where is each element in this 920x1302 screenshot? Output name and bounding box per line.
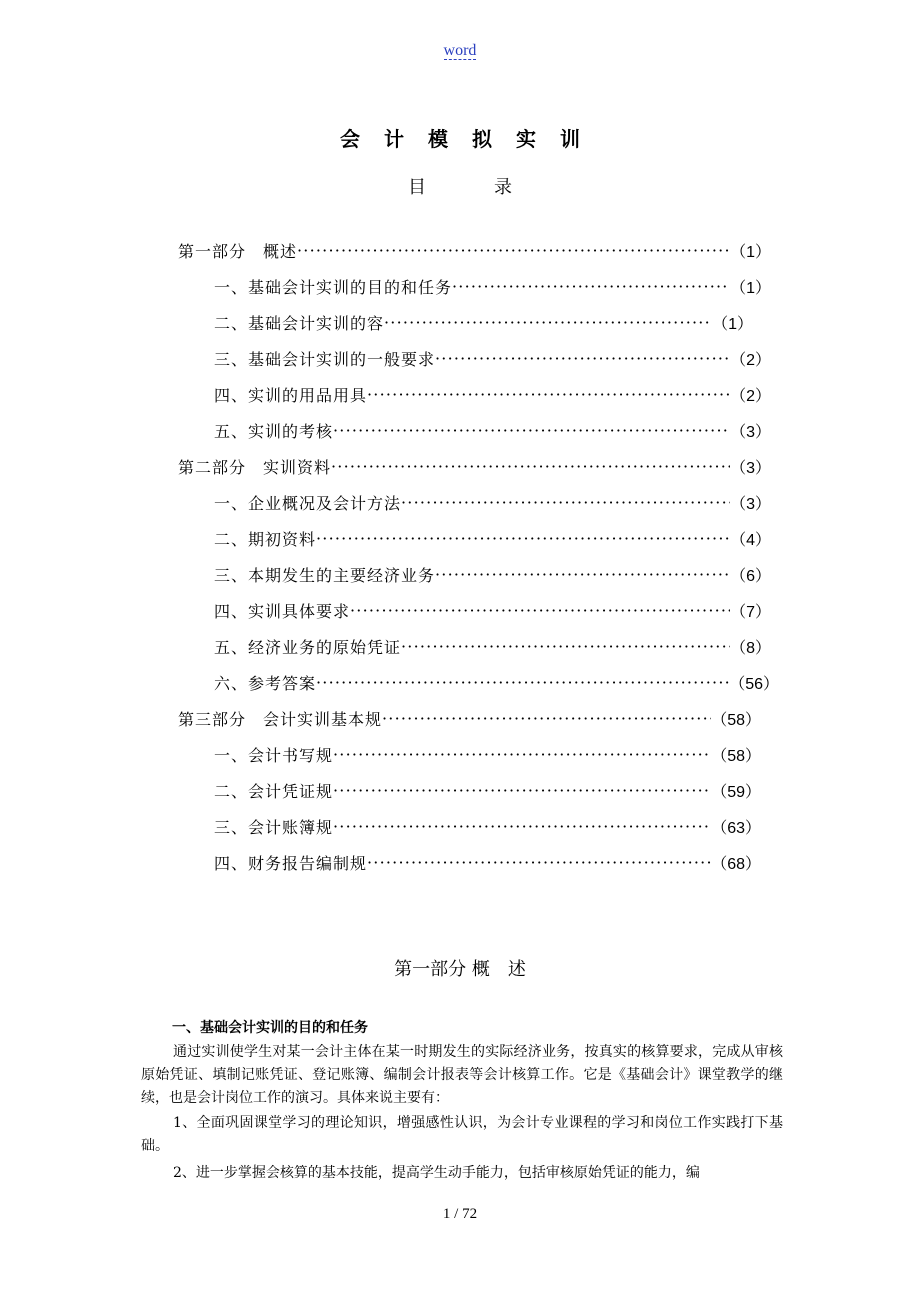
toc-leader-dots <box>333 781 711 800</box>
toc-entry[interactable] <box>214 416 771 444</box>
toc-entry-title: 四、实训的用品用具 <box>214 385 368 405</box>
toc-entry[interactable] <box>214 740 761 768</box>
toc-entry-page: （7） <box>730 603 771 621</box>
page-indicator: 1 / 72 <box>442 1206 478 1222</box>
toc-leader-dots <box>333 817 711 836</box>
toc-leader-dots <box>401 493 730 512</box>
toc-entry-title: 二、期初资料 <box>214 529 317 549</box>
toc-entry[interactable] <box>214 596 771 624</box>
toc-entry[interactable] <box>214 308 753 336</box>
toc-entry-page: （3） <box>730 423 771 441</box>
toc-entry[interactable] <box>214 668 779 696</box>
toc-leader-dots <box>316 529 730 548</box>
toc-leader-dots <box>350 601 730 620</box>
toc-entry[interactable] <box>214 848 761 876</box>
toc-entry[interactable] <box>214 488 771 516</box>
toc-entry[interactable] <box>214 344 771 372</box>
toc-leader-dots <box>333 421 730 440</box>
toc-entry-title: 一、企业概况及会计方法 <box>214 493 402 513</box>
toc-entry-page: （56） <box>729 675 779 693</box>
toc-entry[interactable] <box>178 704 761 732</box>
toc-leader-dots <box>367 385 730 404</box>
toc-entry-title: 二、会计凭证规 <box>214 781 334 801</box>
toc-leader-dots <box>382 709 711 728</box>
body-paragraph: 1、全面巩固课堂学习的理论知识，增强感性认识，为会计专业课程的学习和岗位工作实践打下基础。 <box>141 1115 783 1154</box>
toc-entry[interactable] <box>214 524 771 552</box>
toc-leader-dots <box>333 745 711 764</box>
toc-entry[interactable] <box>178 452 771 480</box>
toc-entry-title: 五、经济业务的原始凭证 <box>214 637 402 657</box>
toc-entry-page: （1） <box>712 315 753 333</box>
section-subheading: 一、基础会计实训的目的和任务 <box>172 1020 368 1036</box>
toc-entry-title: 四、实训具体要求 <box>214 601 351 621</box>
toc-entry-title: 三、本期发生的主要经济业务 <box>214 565 436 585</box>
toc-entry-title: 三、会计账簿规 <box>214 817 334 837</box>
section-heading: 第一部分 概 述 <box>394 959 526 980</box>
toc-entry-page: （63） <box>711 819 761 837</box>
toc-entry-title: 五、实训的考核 <box>214 421 334 441</box>
toc-entry-page: （3） <box>730 495 771 513</box>
toc-leader-dots <box>452 277 730 296</box>
toc-entry-page: （58） <box>711 711 761 729</box>
toc-entry-title: 一、会计书写规 <box>214 745 334 765</box>
toc-entry[interactable] <box>214 632 771 660</box>
toc-entry-page: （58） <box>711 747 761 765</box>
toc-entry-page: （2） <box>730 351 771 369</box>
toc-entry[interactable] <box>178 236 771 264</box>
toc-entry[interactable] <box>214 560 771 588</box>
body-paragraph: 通过实训使学生对某一会计主体在某一时期发生的实际经济业务，按真实的核算要求，完成从审核原始凭证、填制记账凭证、登记账簿、编制会计报表等会计核算工作。它是《基础会计》课堂教学的继续，也是会计岗位工作的演习。具体来说主要有： <box>141 1044 783 1106</box>
toc-entry-title: 一、基础会计实训的目的和任务 <box>214 277 453 297</box>
toc-entry-page: （2） <box>730 387 771 405</box>
toc-entry-title: 六、参考答案 <box>214 673 317 693</box>
toc-entry[interactable] <box>214 776 761 804</box>
toc-leader-dots <box>297 241 730 260</box>
toc-entry-page: （3） <box>730 459 771 477</box>
body-paragraph: 2、进一步掌握会核算的基本技能，提高学生动手能力，包括审核原始凭证的能力，编 <box>173 1165 700 1181</box>
document-title: 会计模拟实训 <box>340 127 604 151</box>
toc-entry-title: 第二部分 实训资料 <box>178 457 332 477</box>
toc-entry[interactable] <box>214 272 771 300</box>
toc-leader-dots <box>435 349 730 368</box>
toc-entry-page: （59） <box>711 783 761 801</box>
toc-entry-page: （1） <box>730 243 771 261</box>
toc-leader-dots <box>435 565 730 584</box>
word-link[interactable]: word <box>443 42 477 59</box>
toc-entry-page: （1） <box>730 279 771 297</box>
toc-leader-dots <box>331 457 730 476</box>
toc-entry-title: 第一部分 概述 <box>178 241 298 261</box>
toc-heading: 目录 <box>408 177 580 198</box>
toc-leader-dots <box>367 853 711 872</box>
toc-leader-dots <box>384 313 712 332</box>
header-word-link-container <box>0 42 920 60</box>
toc-entry[interactable] <box>214 380 771 408</box>
toc-entry-page: （68） <box>711 855 761 873</box>
toc-entry-title: 二、基础会计实训的容 <box>214 313 385 333</box>
toc-leader-dots <box>316 673 729 692</box>
toc-entry-title: 三、基础会计实训的一般要求 <box>214 349 436 369</box>
toc-entry-page: （8） <box>730 639 771 657</box>
toc-entry-page: （6） <box>730 567 771 585</box>
toc-entry[interactable] <box>214 812 761 840</box>
toc-entry-title: 第三部分 会计实训基本规 <box>178 709 383 729</box>
toc-entry-title: 四、财务报告编制规 <box>214 853 368 873</box>
toc-leader-dots <box>401 637 730 656</box>
toc-entry-page: （4） <box>730 531 771 549</box>
